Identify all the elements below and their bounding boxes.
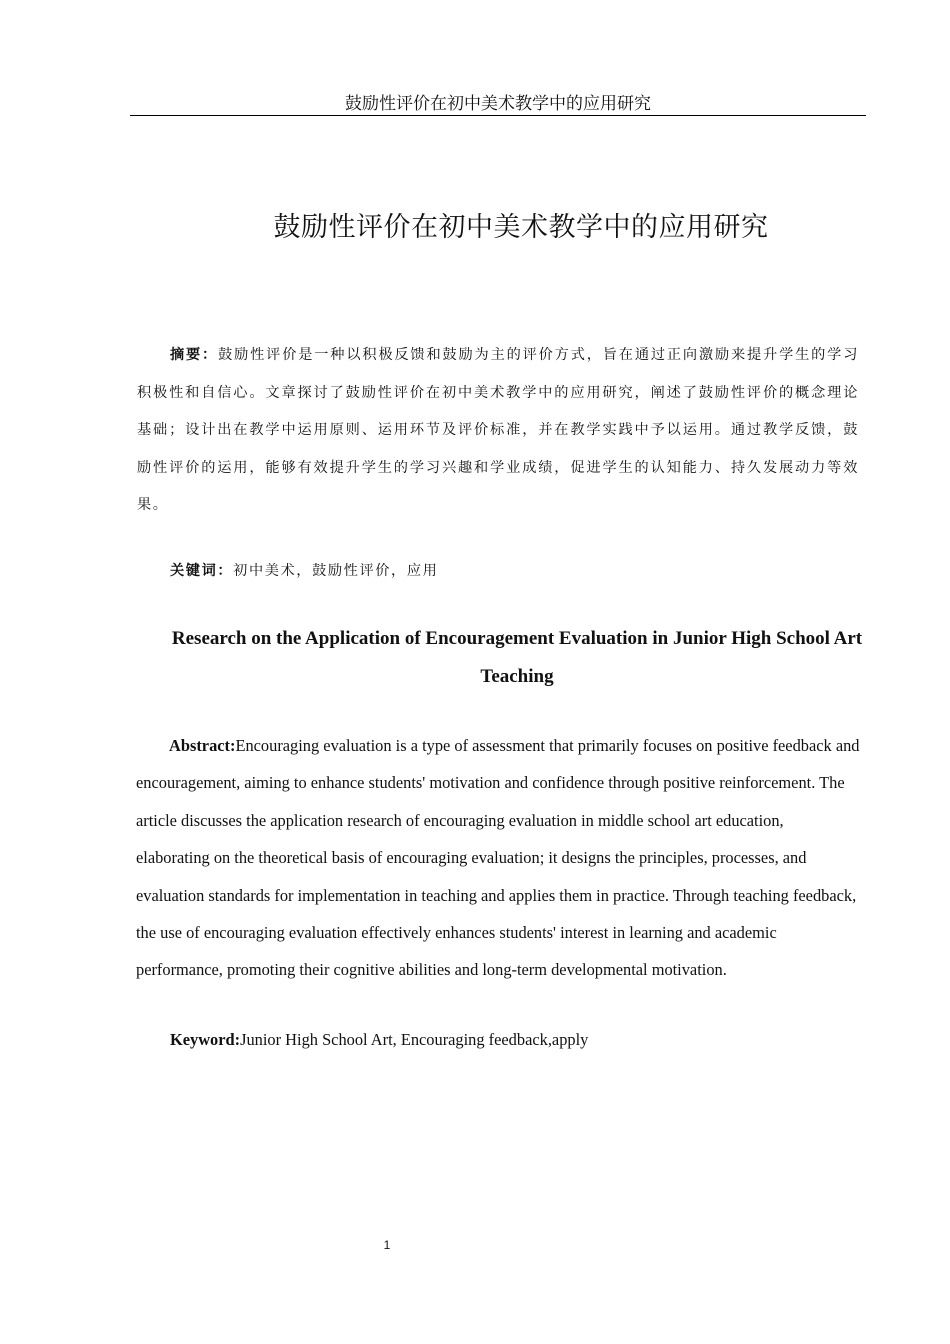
english-keywords-text: Junior High School Art, Encouraging feedback,apply (240, 1030, 589, 1049)
header-rule (130, 115, 866, 116)
english-title: Research on the Application of Encouragement Evaluation in Junior High School Art Teaching (171, 628, 863, 687)
chinese-title: 鼓励性评价在初中美术教学中的应用研究 (273, 212, 769, 243)
running-header: 鼓励性评价在初中美术教学中的应用研究 (345, 94, 651, 114)
chinese-abstract-text: 鼓励性评价是一种以积极反馈和鼓励为主的评价方式，旨在通过正向激励来提升学生的学习积极性和自信心。文章探讨了鼓励性评价在初中美术教学中的应用研究，阐述了鼓励性评价的概念理论基础；设计出在教学中运用原则、运用环节及评价标准，并在教学实践中予以运用。通过教学反馈，鼓励性评价的运用，能够有效提升学生的学习兴趣和学业成绩，促进学生的认知能力、持久发展动力等效果。 (137, 347, 859, 514)
chinese-keywords-label: 关键词： (170, 563, 234, 579)
english-keywords (170, 1025, 860, 1055)
page-number: 1 (383, 1238, 391, 1252)
english-abstract (136, 727, 861, 989)
chinese-keywords-text: 初中美术，鼓励性评价，应用 (233, 563, 439, 579)
chinese-keywords (170, 556, 860, 586)
english-abstract-text: Encouraging evaluation is a type of assessment that primarily focuses on positive feedback and encouragement, aiming to enhance students' motivation and confidence through positive reinforcement. The article discusses the application research of encouraging evaluation in middle school art education, elaborating on the theoretical basis of encouraging evaluation; it designs the principles, processes, and evaluation standards for implementation in teaching and applies them in practice. Through teaching feedback, the use of encouraging evaluation effectively enhances students' interest in learning and academic performance, promoting their cognitive abilities and long-term developmental motivation. (136, 736, 860, 980)
chinese-abstract-label: 摘要： (170, 347, 219, 363)
english-keywords-label: Keyword: (170, 1030, 241, 1049)
english-abstract-label: Abstract: (169, 736, 236, 755)
chinese-abstract (137, 337, 859, 525)
